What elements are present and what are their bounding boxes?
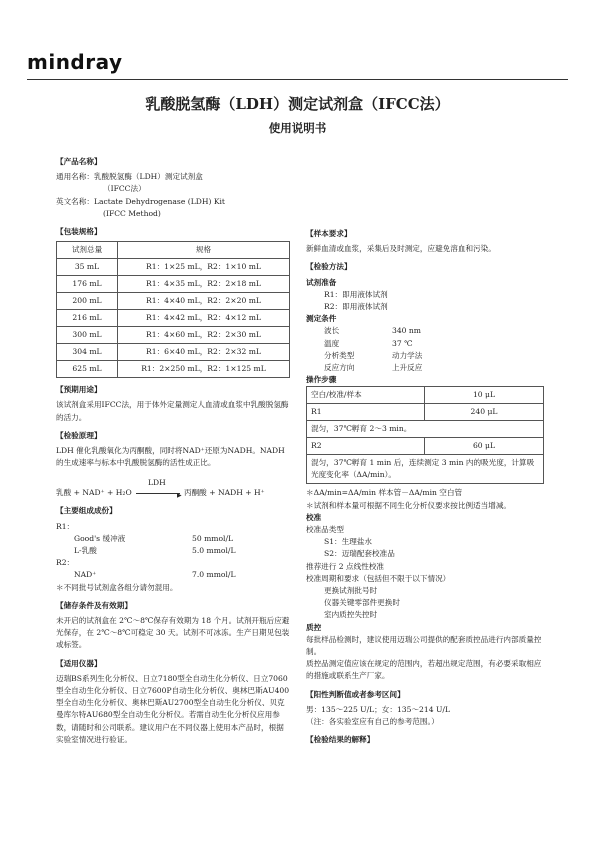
table-row [307, 387, 544, 404]
table-cell: R1：1×25 mL，R2：1×10 mL [118, 259, 290, 276]
table-cell: 混匀，37℃孵育 1 min 后，连续测定 3 min 内的吸光度，计算吸光度变化率（ΔA/min）。 [307, 455, 544, 484]
intended-use-heading: 【预期用途】 [56, 385, 102, 395]
table-cell: 176 mL [57, 276, 118, 293]
table-cell: 200 mL [57, 293, 118, 310]
table-cell: 300 mL [57, 327, 118, 344]
table-header-cell: 规格 [118, 242, 290, 259]
reaction-arrow [136, 493, 180, 494]
en-name-value: Lactate Dehydrogenase (LDH) Kit [93, 196, 225, 206]
intended-use-text: 该试剂盒采用IFCC法，用于体外定量测定人血清或血浆中乳酸脱氢酶的活力。 [56, 400, 289, 422]
cond-title: 测定条件 [306, 314, 337, 324]
table-row [57, 310, 290, 327]
header-rule [27, 79, 568, 80]
table-row [57, 327, 290, 344]
table-cell: 35 mL [57, 259, 118, 276]
table-cell: 240 μL [425, 404, 544, 421]
table-cell: R1：6×40 mL，R2：2×32 mL [118, 344, 290, 361]
table-cell: R1：4×40 mL，R2：2×20 mL [118, 293, 290, 310]
cal-freq-item: 更换试剂批号时 [324, 586, 378, 596]
reaction-left: 乳酸 + NAD⁺ + H₂O [56, 488, 132, 498]
document-title: 乳酸脱氢酶（LDH）测定试剂盒（IFCC法） [145, 95, 450, 113]
table-cell: 10 μL [425, 387, 544, 404]
component-name: NAD⁺ [74, 570, 97, 580]
table-cell: R1：4×60 mL，R2：2×30 mL [118, 327, 290, 344]
packaging-heading: 【包装规格】 [56, 227, 102, 237]
condition-value: 动力学法 [392, 350, 423, 360]
table-cell: 混匀，37℃孵育 2～3 min。 [307, 421, 544, 438]
component-conc: 5.0 mmol/L [192, 546, 236, 556]
brand-logo: mindray [27, 50, 123, 74]
component-conc: 7.0 mmol/L [192, 570, 236, 580]
interpretation-heading: 【检验结果的解释】 [306, 735, 375, 745]
en-name-label: 英文名称： [56, 196, 94, 206]
table-cell: R1：4×42 mL，R2：4×12 mL [118, 310, 290, 327]
cn-name-value-2: （IFCC法） [103, 184, 146, 194]
cal-point: 推荐进行 2 点线性校准 [306, 561, 385, 571]
sample-heading: 【样本要求】 [306, 229, 352, 238]
reference-line-1: 男：135～225 U/L；女：135～214 U/L [306, 704, 450, 714]
reference-line-2: （注：各实验室应有自己的参考范围。） [306, 717, 439, 727]
packaging-table [56, 241, 290, 378]
component-name: Good's 缓冲液 [74, 533, 126, 543]
reference-heading: 【阳性判断值或者参考区间】 [306, 689, 405, 699]
table-cell: R1：2×250 mL，R2：1×125 mL [118, 361, 290, 378]
table-cell: R1：4×35 mL，R2：2×18 mL [118, 276, 290, 293]
table-cell: 304 mL [57, 344, 118, 361]
table-header-row [57, 242, 290, 259]
r1-label: R1： [56, 521, 75, 531]
component-name: L-乳酸 [74, 546, 97, 556]
formula-note: ＊试剂和样本量可根据不同生化分析仪要求按比例适当增减。 [306, 500, 512, 510]
cal-type: 校准品类型 [306, 525, 344, 535]
component-row [56, 545, 290, 557]
condition-key: 波长 [324, 326, 340, 336]
cn-name-label: 通用名称： [56, 172, 94, 182]
sample-text: 新鲜血清或血浆，采集后及时测定，应避免溶血和污染。 [306, 244, 496, 254]
instruments-heading: 【适用仪器】 [56, 658, 102, 668]
prep-item: R2：即用液体试剂 [324, 302, 388, 312]
right-column [306, 225, 544, 750]
table-row [57, 276, 290, 293]
table-row [57, 293, 290, 310]
enzyme-label: LDH [148, 478, 166, 488]
r2-label: R2： [56, 558, 75, 568]
condition-row [306, 350, 544, 362]
component-row [56, 533, 290, 545]
condition-key: 温度 [324, 338, 340, 348]
qc-text-2: 质控品测定值应该在规定的范围内，若超出规定范围，有必要采取相应的措施或联系生产厂家。 [306, 659, 542, 681]
storage-text: 未开启的试剂盒在 2℃～8℃保存有效期为 18 个月。试剂开瓶后应避光保存，在 2℃～8℃可稳定 30 天。试剂不可冰冻。生产日期见包装或标签。 [56, 616, 290, 650]
table-row [57, 361, 290, 378]
reaction-right: 丙酮酸 + NADH + H⁺ [184, 488, 265, 498]
cal-freq-item: 室内质控失控时 [324, 610, 378, 620]
condition-row [306, 362, 544, 374]
qc-title: 质控 [306, 622, 322, 632]
ops-table [306, 386, 544, 484]
qc-text-1: 每批样品检测时，建议使用迈瑞公司提供的配套质控品进行内部质量控制。 [306, 634, 542, 657]
table-cell: R2 [307, 438, 425, 455]
condition-value: 上升反应 [392, 363, 423, 373]
cal-item: S2：迈瑞配套校准品 [324, 549, 395, 559]
condition-row [306, 338, 544, 350]
table-cell: 空白/校准/样本 [307, 387, 425, 404]
method-heading: 【检验方法】 [306, 262, 352, 272]
condition-key: 分析类型 [324, 350, 355, 360]
ops-title: 操作步骤 [306, 375, 337, 385]
instruments-text: 迈瑞BS系列生化分析仪、日立7180型全自动生化分析仪、日立7060型全自动生化分析仪、日立7600P自动生化分析仪、奥林巴斯AU400型全自动生化分析仪、奥林巴斯AU2700型全自动生化分析仪、贝克曼库尔特AU680型全自动生化分析仪。若需自动生化分析仪应用参数，请随时和公司联系。建议用户在不同仪器上使用本产品时，根据实验室情况进行验证。 [56, 673, 290, 744]
cal-freq: 校准周期和要求（包括但不限于以下情况） [306, 573, 451, 583]
table-cell: 625 mL [57, 361, 118, 378]
principle-text: LDH 催化乳酸氧化为丙酮酸，同时将NAD⁺还原为NADH。NADH 的生成速率与标本中乳酸脱氢酶的活性成正比。 [56, 446, 285, 468]
component-conc: 50 mmol/L [192, 533, 234, 543]
table-row [307, 421, 544, 438]
condition-row [306, 325, 544, 337]
prep-item: R1：即用液体试剂 [324, 289, 388, 299]
cal-item: S1：生理盐水 [324, 537, 373, 547]
condition-value: 340 nm [392, 326, 421, 336]
condition-key: 反应方向 [324, 363, 355, 373]
components-heading: 【主要组成成份】 [56, 506, 117, 516]
cal-title: 校准 [306, 512, 322, 522]
cn-name-line [56, 171, 290, 183]
cn-name-value: 乳酸脱氢酶（LDH）测定试剂盒 [93, 172, 203, 182]
cal-freq-item: 仪器关键零部件更换时 [324, 598, 400, 608]
prep-title: 试剂准备 [306, 277, 337, 287]
en-name-value-2: (IFCC Method) [103, 208, 161, 218]
table-row [307, 404, 544, 421]
table-cell: 216 mL [57, 310, 118, 327]
table-row [57, 259, 290, 276]
left-column [56, 153, 290, 771]
document-subtitle: 使用说明书 [268, 121, 327, 135]
components-note: ＊不同批号试剂盒各组分请勿混用。 [56, 582, 178, 592]
condition-value: 37 ℃ [392, 338, 413, 348]
arrow-head-icon: ▶ [177, 491, 182, 499]
en-name-line [56, 196, 290, 208]
table-cell: R1 [307, 404, 425, 421]
table-row [307, 455, 544, 484]
table-row [57, 344, 290, 361]
table-header-cell: 试剂总量 [57, 242, 118, 259]
formula: ＊ΔA/min=ΔA/min 样本管－ΔA/min 空白管 [306, 488, 463, 498]
storage-heading: 【储存条件及有效期】 [56, 600, 132, 610]
component-row [56, 569, 290, 581]
reaction-equation [56, 477, 290, 499]
table-row [307, 438, 544, 455]
table-cell: 60 μL [425, 438, 544, 455]
principle-heading: 【检验原理】 [56, 430, 102, 440]
product-name-heading: 【产品名称】 [56, 157, 102, 166]
